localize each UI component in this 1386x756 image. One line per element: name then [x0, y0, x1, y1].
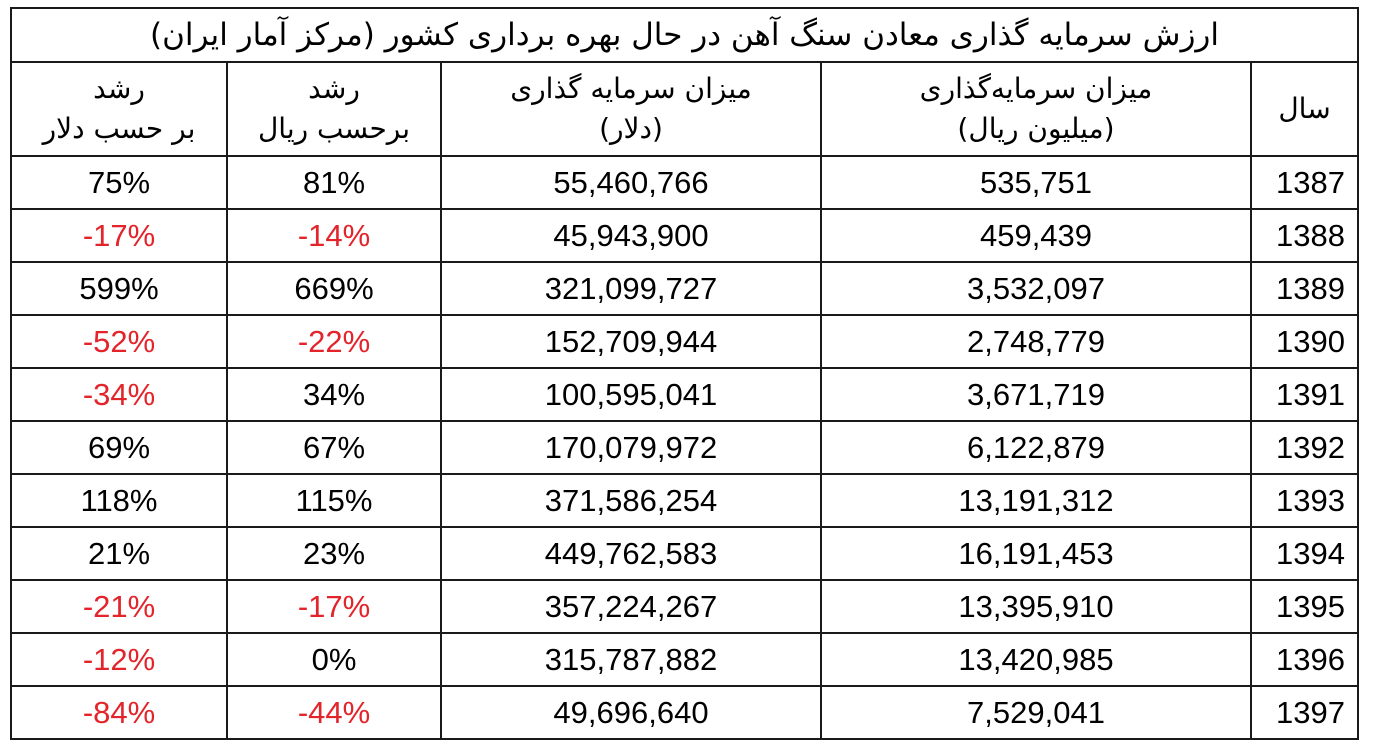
- invest-dollar-cell: 55,460,766: [441, 156, 821, 209]
- header-growth-rial-line1: رشد: [308, 72, 360, 105]
- growth-rial-cell: 23%: [227, 527, 441, 580]
- growth-rial-cell: -22%: [227, 315, 441, 368]
- table-row: [11, 368, 1358, 421]
- header-invest-dollar: [441, 62, 821, 156]
- investment-table: [10, 7, 1359, 740]
- table-row: [11, 686, 1358, 739]
- invest-dollar-cell: 449,762,583: [441, 527, 821, 580]
- table-title: ارزش سرمایه گذاری معادن سنگ آهن در حال بهره برداری کشور (مرکز آمار ایران): [11, 8, 1358, 62]
- header-growth-rial-line2: برحسب ریال: [257, 112, 411, 145]
- year-cell: 1388: [1251, 209, 1358, 262]
- invest-dollar-cell: 100,595,041: [441, 368, 821, 421]
- table-row: [11, 262, 1358, 315]
- investment-table-container: [10, 7, 1357, 740]
- year-cell: 1397: [1251, 686, 1358, 739]
- invest-rial-cell: 13,191,312: [821, 474, 1251, 527]
- growth-dollar-cell: -17%: [11, 209, 227, 262]
- year-cell: 1395: [1251, 580, 1358, 633]
- invest-rial-cell: 16,191,453: [821, 527, 1251, 580]
- header-invest-rial-line2: (میلیون ریال): [957, 112, 1115, 145]
- invest-rial-cell: 3,671,719: [821, 368, 1251, 421]
- growth-rial-cell: -14%: [227, 209, 441, 262]
- header-growth-dollar-line2: بر حسب دلار: [42, 112, 196, 145]
- growth-rial-cell: -44%: [227, 686, 441, 739]
- header-year: سال: [1251, 62, 1358, 156]
- header-growth-rial: [227, 62, 441, 156]
- growth-rial-cell: 669%: [227, 262, 441, 315]
- growth-rial-cell: -17%: [227, 580, 441, 633]
- header-invest-rial-line1: میزان سرمایه‌گذاری: [919, 72, 1153, 105]
- year-cell: 1387: [1251, 156, 1358, 209]
- growth-rial-cell: 67%: [227, 421, 441, 474]
- table-row: [11, 527, 1358, 580]
- growth-dollar-cell: -21%: [11, 580, 227, 633]
- invest-rial-cell: 6,122,879: [821, 421, 1251, 474]
- invest-rial-cell: 7,529,041: [821, 686, 1251, 739]
- growth-dollar-cell: -84%: [11, 686, 227, 739]
- invest-dollar-cell: 371,586,254: [441, 474, 821, 527]
- title-row: [11, 8, 1358, 62]
- header-invest-dollar-line2: (دلار): [599, 112, 663, 145]
- header-invest-rial: [821, 62, 1251, 156]
- invest-dollar-cell: 321,099,727: [441, 262, 821, 315]
- growth-rial-cell: 34%: [227, 368, 441, 421]
- table-row: [11, 474, 1358, 527]
- growth-dollar-cell: 75%: [11, 156, 227, 209]
- growth-dollar-cell: -34%: [11, 368, 227, 421]
- header-growth-dollar: [11, 62, 227, 156]
- invest-rial-cell: 2,748,779: [821, 315, 1251, 368]
- growth-dollar-cell: 599%: [11, 262, 227, 315]
- invest-rial-cell: 459,439: [821, 209, 1251, 262]
- year-cell: 1396: [1251, 633, 1358, 686]
- invest-dollar-cell: 49,696,640: [441, 686, 821, 739]
- growth-rial-cell: 81%: [227, 156, 441, 209]
- growth-rial-cell: 0%: [227, 633, 441, 686]
- growth-dollar-cell: -52%: [11, 315, 227, 368]
- invest-rial-cell: 3,532,097: [821, 262, 1251, 315]
- year-cell: 1392: [1251, 421, 1358, 474]
- header-invest-dollar-line1: میزان سرمایه گذاری: [510, 72, 752, 105]
- invest-dollar-cell: 357,224,267: [441, 580, 821, 633]
- growth-dollar-cell: -12%: [11, 633, 227, 686]
- year-cell: 1390: [1251, 315, 1358, 368]
- table-row: [11, 633, 1358, 686]
- header-row: [11, 62, 1358, 156]
- invest-dollar-cell: 45,943,900: [441, 209, 821, 262]
- invest-dollar-cell: 152,709,944: [441, 315, 821, 368]
- invest-dollar-cell: 170,079,972: [441, 421, 821, 474]
- year-cell: 1391: [1251, 368, 1358, 421]
- year-cell: 1389: [1251, 262, 1358, 315]
- year-cell: 1394: [1251, 527, 1358, 580]
- table-row: [11, 209, 1358, 262]
- invest-rial-cell: 13,420,985: [821, 633, 1251, 686]
- header-growth-dollar-line1: رشد: [93, 72, 145, 105]
- table-row: [11, 156, 1358, 209]
- year-cell: 1393: [1251, 474, 1358, 527]
- invest-rial-cell: 535,751: [821, 156, 1251, 209]
- table-row: [11, 421, 1358, 474]
- table-row: [11, 315, 1358, 368]
- growth-dollar-cell: 21%: [11, 527, 227, 580]
- invest-rial-cell: 13,395,910: [821, 580, 1251, 633]
- growth-dollar-cell: 118%: [11, 474, 227, 527]
- growth-rial-cell: 115%: [227, 474, 441, 527]
- growth-dollar-cell: 69%: [11, 421, 227, 474]
- table-row: [11, 580, 1358, 633]
- invest-dollar-cell: 315,787,882: [441, 633, 821, 686]
